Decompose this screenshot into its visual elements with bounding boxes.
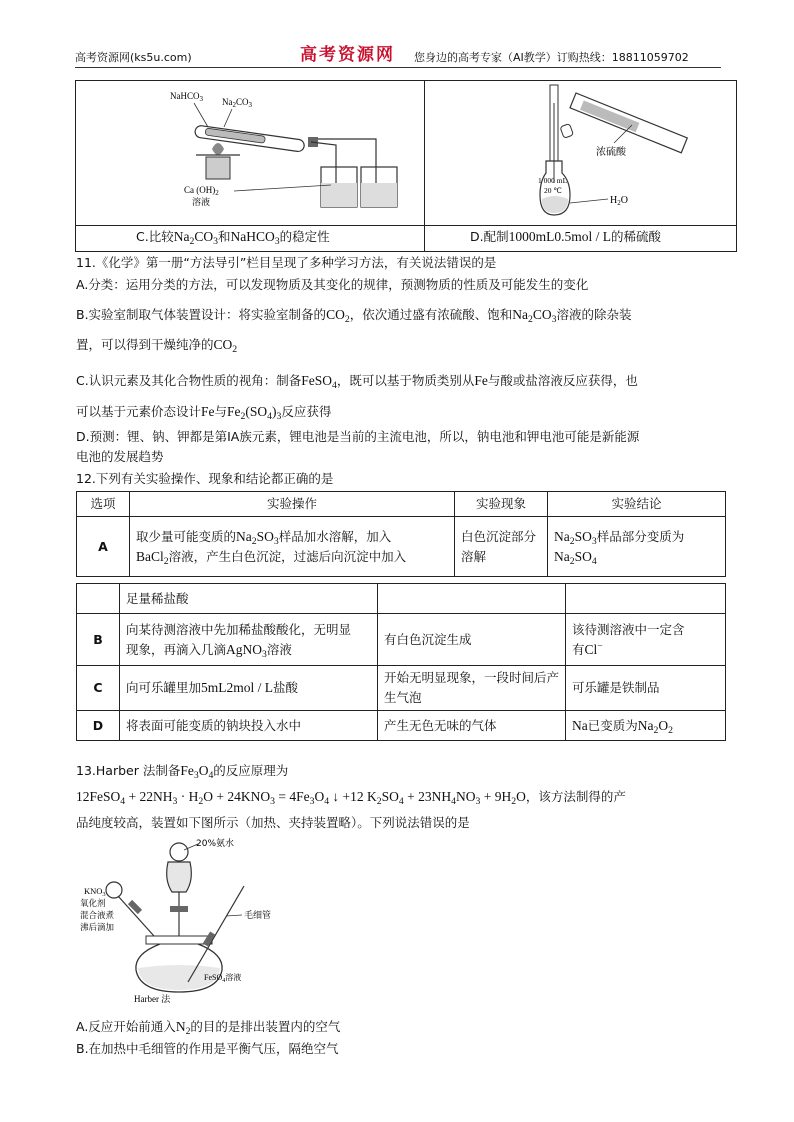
label-ammonia: 20%氨水 [196,839,235,849]
row-d-phenomenon: 产生无色无味的气体 [378,711,566,741]
row-d-operation: 将表面可能变质的钠块投入水中 [120,711,378,741]
caption-c: C.比较$Na_2CO_3$和NaHCO$_3$的稳定性 [136,229,330,247]
caption-d: D.配制1000mL0.5mol / L的稀硫酸 [470,229,661,244]
label-flask-temp: 20 ℃ [544,186,562,195]
q12-table-bottom [76,583,726,741]
label-caoh2: Ca $(OH)_2$ [184,185,219,197]
label-solution: 溶液 [192,198,211,208]
q11-option-d-cont: 电池的发展趋势 [76,449,164,464]
row-d-label: D [77,711,120,741]
row-c-label: C [77,666,120,711]
table-header-phenomenon: 实验现象 [455,492,548,517]
q11-option-d: D.预测：锂、钠、钾都是第ⅠA族元素，锂电池是当前的主流电池，所以，钠电池和钾电池可能是新能源 [76,429,640,444]
row-c-phenomenon: 开始无明显现象，一段时间后产生气泡 [378,666,566,711]
row-b-phenomenon: 有白色沉淀生成 [378,614,566,666]
q13-option-a: A.反应开始前通入$N_2$的目的是排出装置内的空气 [76,1019,341,1037]
label-water: $H_2O$ [610,195,628,207]
row-a-cont-operation: 足量稀盐酸 [120,584,378,614]
label-nahco3: NaHCO$_3$ [170,91,203,103]
row-a-cont-phenomenon [378,584,566,614]
q12-table-top [76,491,726,577]
header-brand-logo: 高考资源网 [300,45,395,64]
label-oxidant-2: 混合液煮 [80,911,115,921]
q13-stem-cont: 品纯度较高，装置如下图所示（加热、夹持装置略）。下列说法错误的是 [76,815,470,830]
row-c-operation: 向可乐罐里加5mL2mol / L盐酸 [120,666,378,711]
row-a-cont-label [77,584,120,614]
q13-option-b: B.在加热中毛细管的作用是平衡气压，隔绝空气 [76,1041,339,1056]
label-na2co3: $Na_2CO_3$ [222,97,253,109]
nahco3-stability-apparatus [166,87,406,217]
q11-option-a: A.分类：运用分类的方法，可以发现物质及其变化的规律，预测物质的性质及可能发生的变化 [76,277,589,292]
q11-stem: 11.《化学》第一册“方法导引”栏目呈现了多种学习方法，有关说法错误的是 [76,255,497,270]
row-c-conclusion: 可乐罐是铁制品 [566,666,726,711]
row-a-conclusion: $Na_2SO_3$样品部分变质为 $Na_2SO_4$ [548,517,726,577]
row-a-operation: 取少量可能变质的$Na_2SO_3$样品加水溶解，加入 BaCl$_2$溶液，产生白色沉淀，过滤后向沉淀中加入 [130,517,455,577]
row-b-label: B [77,614,120,666]
q11-option-c-cont: 可以基于元素价态设计Fe与$Fe_2(SO_4)_3$反应获得 [76,404,332,422]
label-oxidant-1: 氧化剂 [80,899,106,909]
label-flask-volume: 1 000 mL [538,176,568,185]
header-left: 高考资源网(ks5u.com) [75,51,192,64]
label-kno3: $KNO_3$ [84,886,106,898]
figure-table [75,80,737,252]
harber-apparatus [76,836,296,1004]
label-conc-sulfuric-acid: 浓硫酸 [596,147,626,158]
q11-option-b-cont: 置，可以得到干燥纯净的$CO_2$ [76,337,238,355]
figure-table-hline [76,225,736,226]
q13-stem: 13.Harber 法制备$Fe_3O_4$的反应原理为 [76,763,289,781]
label-capillary: 毛细管 [244,911,272,921]
row-b-conclusion: 该待测溶液中一定含 有Cl− [566,614,726,666]
row-a-cont-conclusion [566,584,726,614]
row-a-label: A [77,517,130,577]
table-header-operation: 实验操作 [130,492,455,517]
label-oxidant-3: 沸后滴加 [80,923,115,933]
q11-option-b: B.实验室制取气体装置设计：将实验室制备的$CO_2$，依次通过盛有浓硫酸、饱和$Na_2CO_3$溶液的除杂装 [76,307,632,325]
q13-equation: 12FeSO$_4$ + $22NH_3 \cdot H_2O + 24KNO_3 = 4Fe_3O_4$ ↓ +12 $K_2SO_4 + 23NH_4NO_3 + 9H_2O$，该方法制得的产 [76,789,626,807]
table-header-conclusion: 实验结论 [548,492,726,517]
header-divider [75,67,721,68]
header-right: 您身边的高考专家（AI教学）订购热线：18811059702 [414,51,689,64]
row-a-phenomenon: 白色沉淀部分溶解 [455,517,548,577]
row-b-operation: 向某待测溶液中先加稀盐酸酸化，无明显 现象，再滴入几滴AgNO$_3$溶液 [120,614,378,666]
row-d-conclusion: Na已变质为$Na_2O_2$ [566,711,726,741]
q12-stem: 12.下列有关实验操作、现象和结论都正确的是 [76,471,334,486]
table-header-option: 选项 [77,492,130,517]
label-harber-method: Harber 法 [134,994,171,1004]
volumetric-flask-apparatus [536,83,716,223]
q11-option-c: C.认识元素及其化合物性质的视角：制备FeSO$_4$，既可以基于物质类别从Fe与酸或盐溶液反应获得，也 [76,373,638,391]
label-feso4: FeSO$_4$溶液 [204,973,242,984]
